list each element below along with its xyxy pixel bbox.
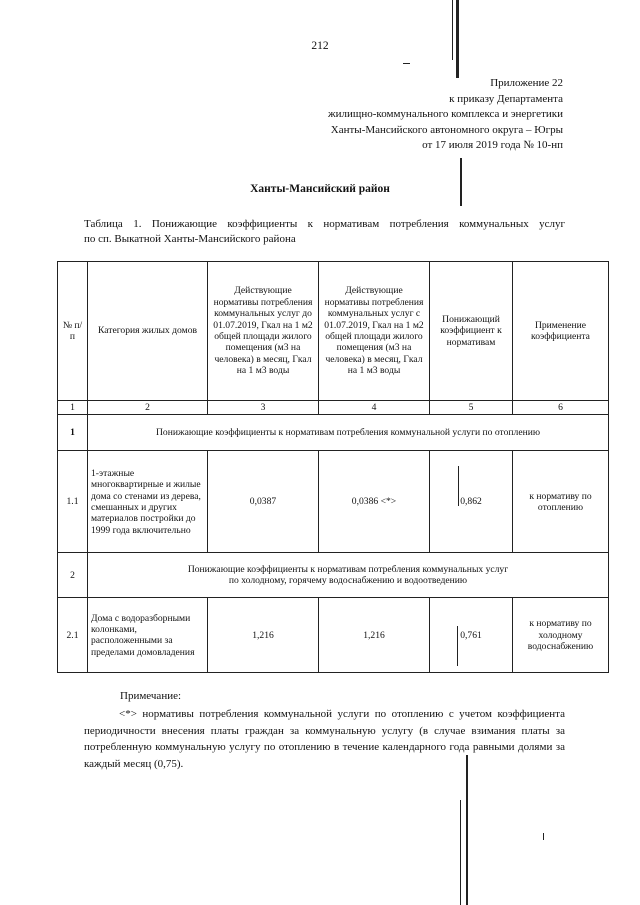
- row-number: 1.1: [58, 451, 88, 553]
- scan-artifact: [403, 63, 410, 64]
- row-norm-before: 0,0387: [208, 451, 319, 553]
- row-category: 1-этажные многоквартирные и жилые дома со стенами из дерева, смешанных и других материалов постройки до 1999 года включительно: [88, 451, 208, 553]
- row-category: Дома с водоразборными колонками, расположенными за пределами домовладения: [88, 598, 208, 673]
- section-row-water: [58, 553, 609, 598]
- scan-artifact: [466, 755, 468, 905]
- row-number: 2.1: [58, 598, 88, 673]
- header-cell-application: Применение коэффициента: [513, 262, 609, 401]
- column-number: 1: [58, 401, 88, 415]
- appendix-line: от 17 июля 2019 года № 10-нп: [422, 139, 563, 151]
- appendix-line: жилищно-коммунального комплекса и энергетики: [328, 108, 563, 120]
- table-row: [58, 451, 609, 553]
- header-cell-number: № п/п: [58, 262, 88, 401]
- table-row: [58, 598, 609, 673]
- table-caption: [84, 217, 565, 246]
- row-coefficient: 0,761: [430, 598, 513, 673]
- district-title: Ханты-Мансийский район: [250, 183, 390, 195]
- scan-artifact: [452, 0, 453, 60]
- scan-artifact: [460, 158, 462, 206]
- row-application: к нормативу по отоплению: [513, 451, 609, 553]
- table-caption-line: по сп. Выкатной Ханты-Мансийского района: [84, 232, 296, 245]
- appendix-line: Приложение 22: [490, 77, 563, 89]
- row-coefficient: 0,862: [430, 451, 513, 553]
- header-cell-norm-after: Действующие нормативы потребления коммунальных услуг с 01.07.2019, Гкал на 1 м2 общей площади жилого помещения (м3 на человека) в месяц, Гкал на 1 м3 воды: [319, 262, 430, 401]
- section-number: 1: [58, 415, 88, 451]
- section-title-line: Понижающие коэффициенты к нормативам потребления коммунальных услуг: [187, 564, 509, 575]
- row-norm-before: 1,216: [208, 598, 319, 673]
- appendix-line: Ханты-Мансийского автономного округа – Югры: [330, 123, 563, 136]
- row-norm-after: 0,0386 <*>: [319, 451, 430, 553]
- section-row-heating: [58, 415, 609, 451]
- header-cell-coefficient: Понижающий коэффициент к нормативам: [430, 262, 513, 401]
- table-header-row: [58, 262, 609, 401]
- column-number: 5: [430, 401, 513, 415]
- appendix-block: [328, 76, 563, 154]
- column-number: 6: [513, 401, 609, 415]
- note-text: <*> нормативы потребления коммунальной услуги по отоплению с учетом коэффициента периодичности внесения платы граждан за коммунальную услугу (в случае взимания платы за потребленную коммунальную услугу по отоплению в течение календарного года равными долями за каждый месяц (0,75).: [84, 708, 565, 770]
- scan-artifact: [460, 800, 461, 905]
- column-number: 4: [319, 401, 430, 415]
- column-number: 2: [88, 401, 208, 415]
- section-number: 2: [58, 553, 88, 598]
- column-number-row: [58, 401, 609, 415]
- section-title-line: по холодному, горячему водоснабжению и водоотведению: [228, 575, 468, 587]
- section-title: [88, 553, 609, 598]
- scan-artifact: [457, 626, 458, 666]
- note-title: Примечание:: [120, 690, 182, 702]
- section-title: Понижающие коэффициенты к нормативам потребления коммунальной услуги по отоплению: [88, 415, 609, 451]
- row-application: к нормативу по холодному водоснабжению: [513, 598, 609, 673]
- appendix-line: к приказу Департамента: [449, 92, 563, 105]
- column-number: 3: [208, 401, 319, 415]
- scan-artifact: [543, 833, 544, 840]
- table-caption-line: Таблица 1. Понижающие коэффициенты к нормативам потребления коммунальных услуг: [84, 218, 565, 230]
- coefficients-table: [57, 261, 609, 673]
- page-number: 212: [311, 40, 329, 52]
- header-cell-norm-before: Действующие нормативы потребления коммунальных услуг до 01.07.2019, Гкал на 1 м2 общей площади жилого помещения (м3 на человека) в месяц, Гкал на 1 м3 воды: [208, 262, 319, 401]
- scan-artifact: [456, 0, 459, 78]
- row-norm-after: 1,216: [319, 598, 430, 673]
- scan-artifact: [458, 466, 459, 506]
- header-cell-category: Категория жилых домов: [88, 262, 208, 401]
